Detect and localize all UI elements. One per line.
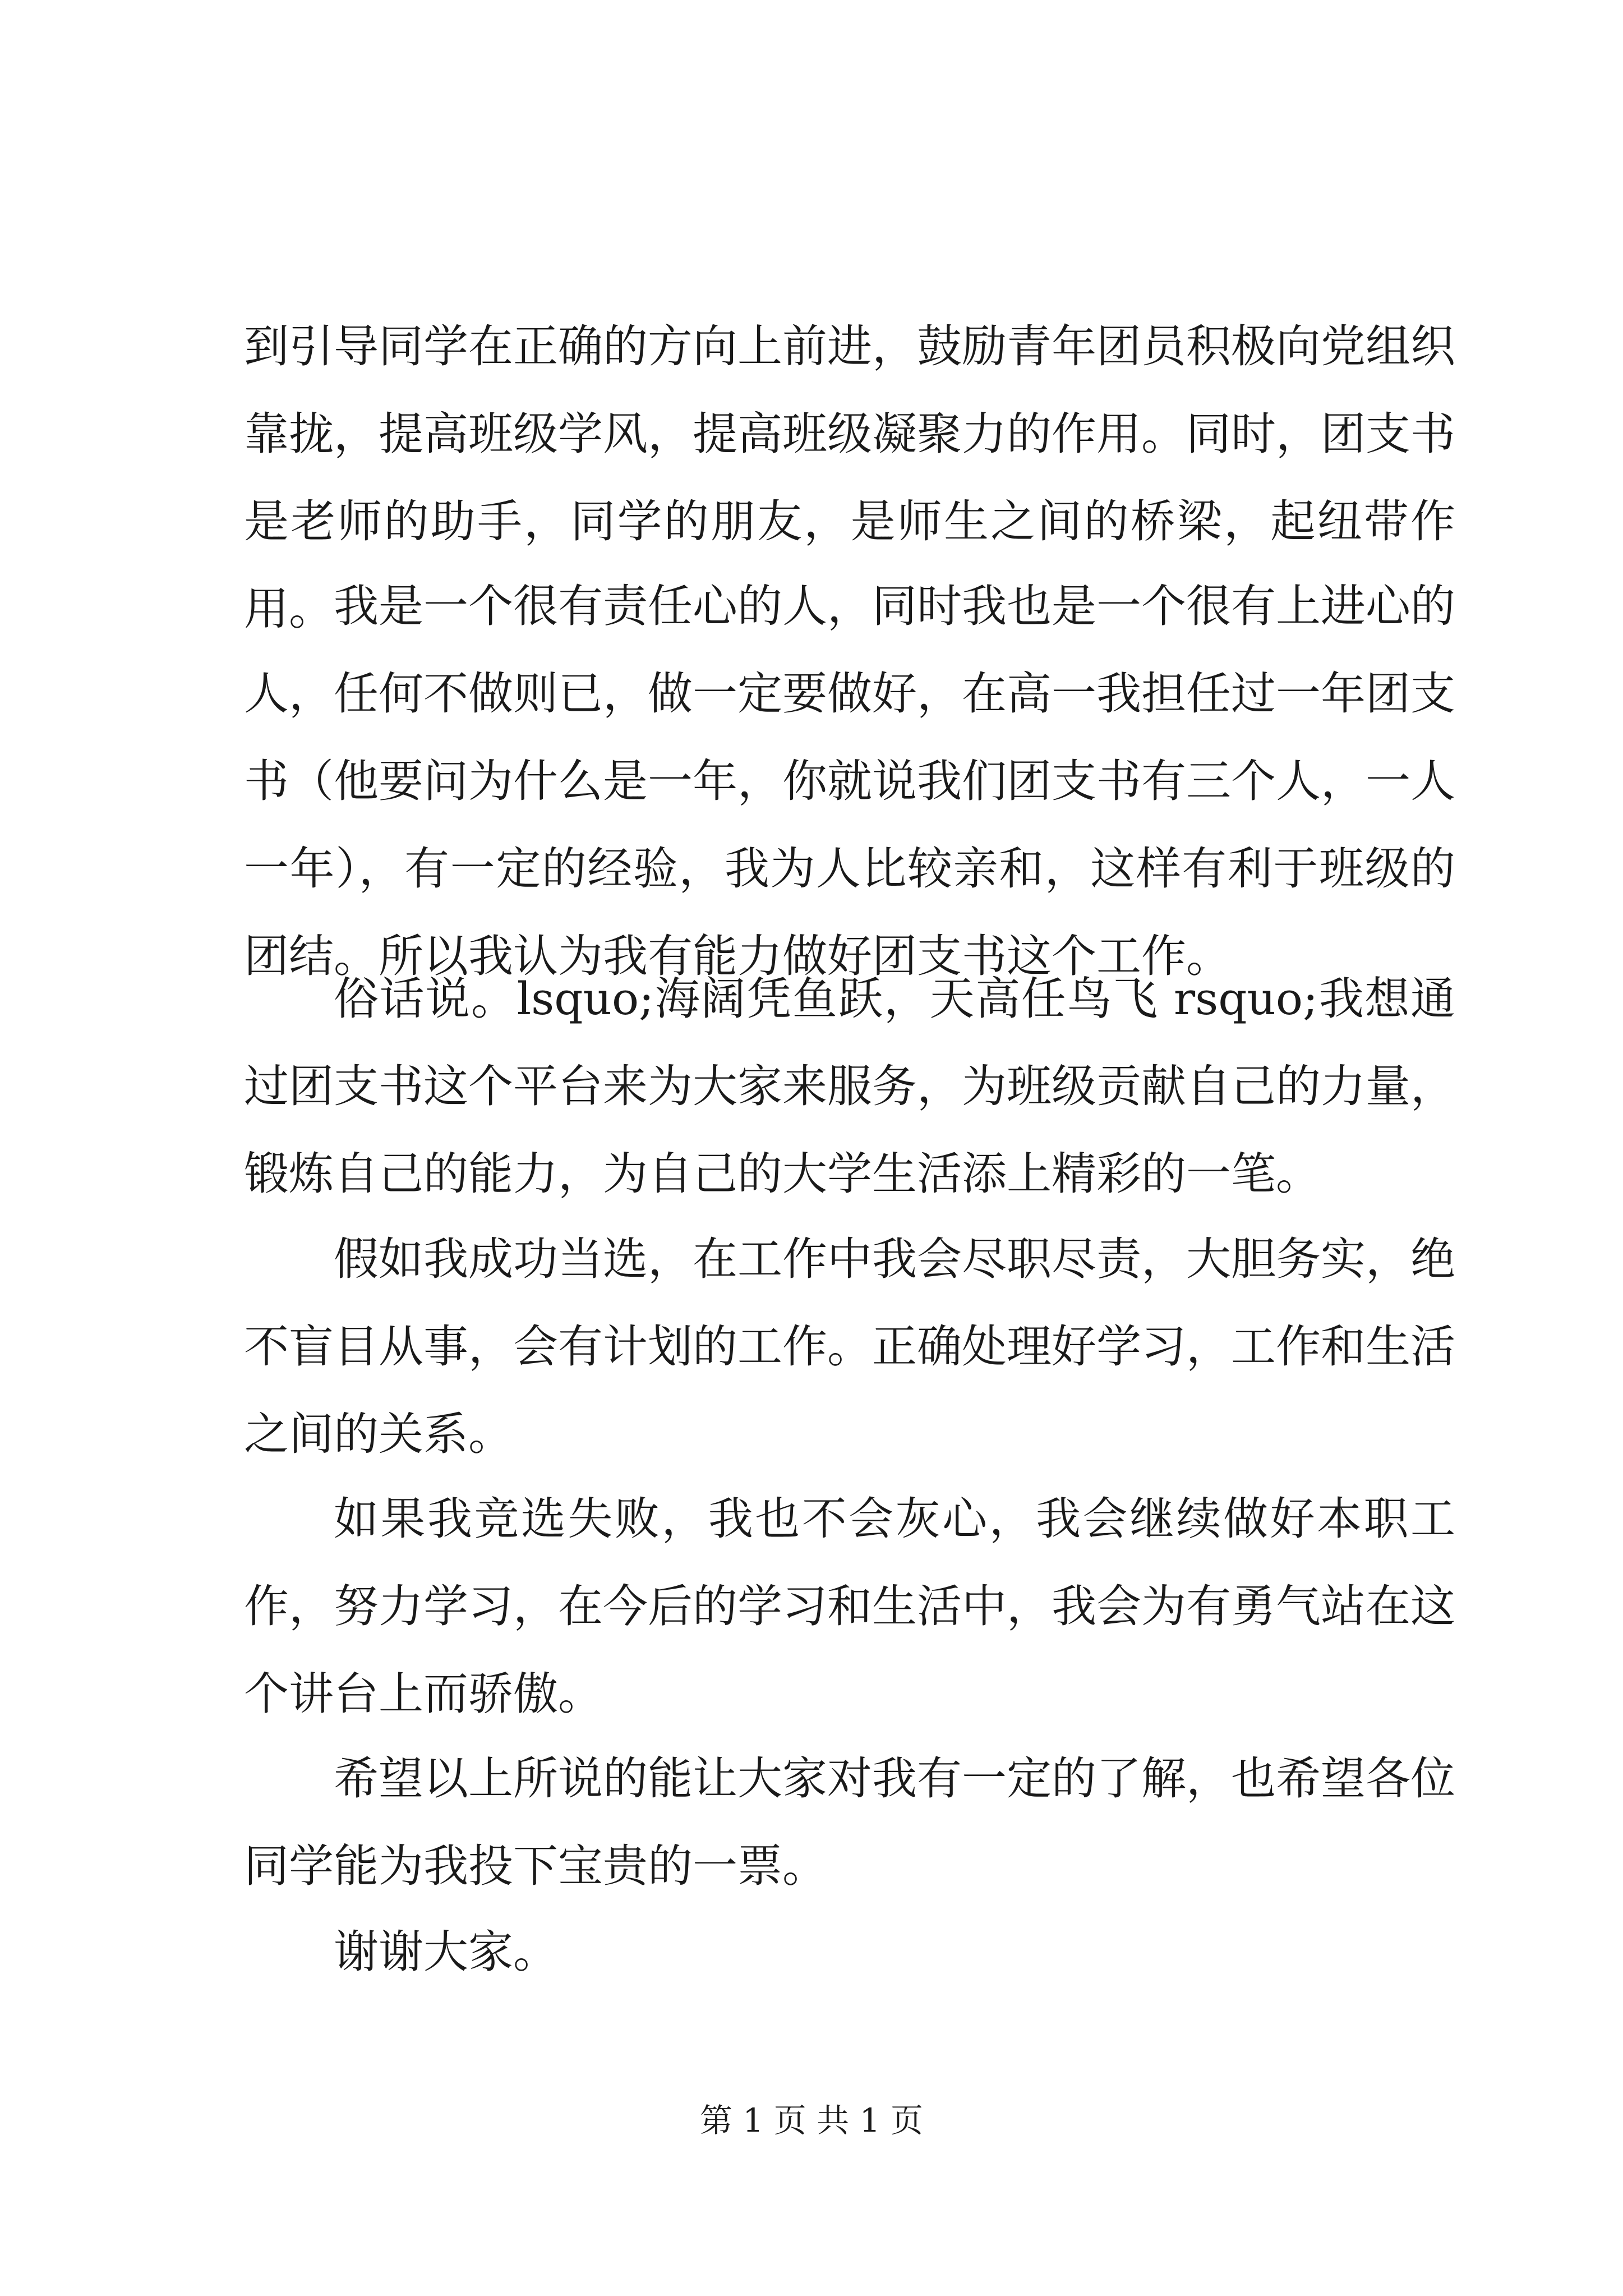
paragraph-1: 到引导同学在正确的方向上前进，鼓励青年团员积极向党组织靠拢，提高班级学风，提高班级凝聚力的作用。同时，团支书是老师的助手，同学的朋友，是师生之间的桥梁，起纽带作用。: [244, 320, 1455, 635]
paragraph-7: 谢谢大家。: [334, 1926, 558, 1978]
paragraph-3: 俗话说。lsquo;海阔凭鱼跃，天高任鸟飞 rsquo;我想通过团支书这个平台来为大家来服务，为班级贡献自己的力量，锻炼自己的能力，为自己的大学生活添上精彩的一笔。: [244, 973, 1455, 1200]
paragraph-2: 我是一个很有责任心的人，同时我也是一个很有上进心的人，任何不做则已，做一定要做好，在高一我担任过一年团支书（他要问为什么是一年，你就说我们团支书有三个人，一人一年），有一定的经验，我为人比较亲和，这样有利于班级的团结。所以我认为我有能力做好团支书这个工作。: [244, 580, 1455, 982]
paragraph-5: 如果我竞选失败，我也不会灰心，我会继续做好本职工作，努力学习，在今后的学习和生活中，我会为有勇气站在这个讲台上而骄傲。: [244, 1493, 1455, 1720]
paragraph-4: 假如我成功当选，在工作中我会尽职尽责，大胆务实，绝不盲目从事，会有计划的工作。正确处理好学习，工作和生活之间的关系。: [244, 1233, 1455, 1460]
page-number-footer: 第 1 页 共 1 页: [700, 2101, 923, 2139]
paragraph-6: 希望以上所说的能让大家对我有一定的了解，也希望各位同学能为我投下宝贵的一票。: [244, 1752, 1455, 1892]
